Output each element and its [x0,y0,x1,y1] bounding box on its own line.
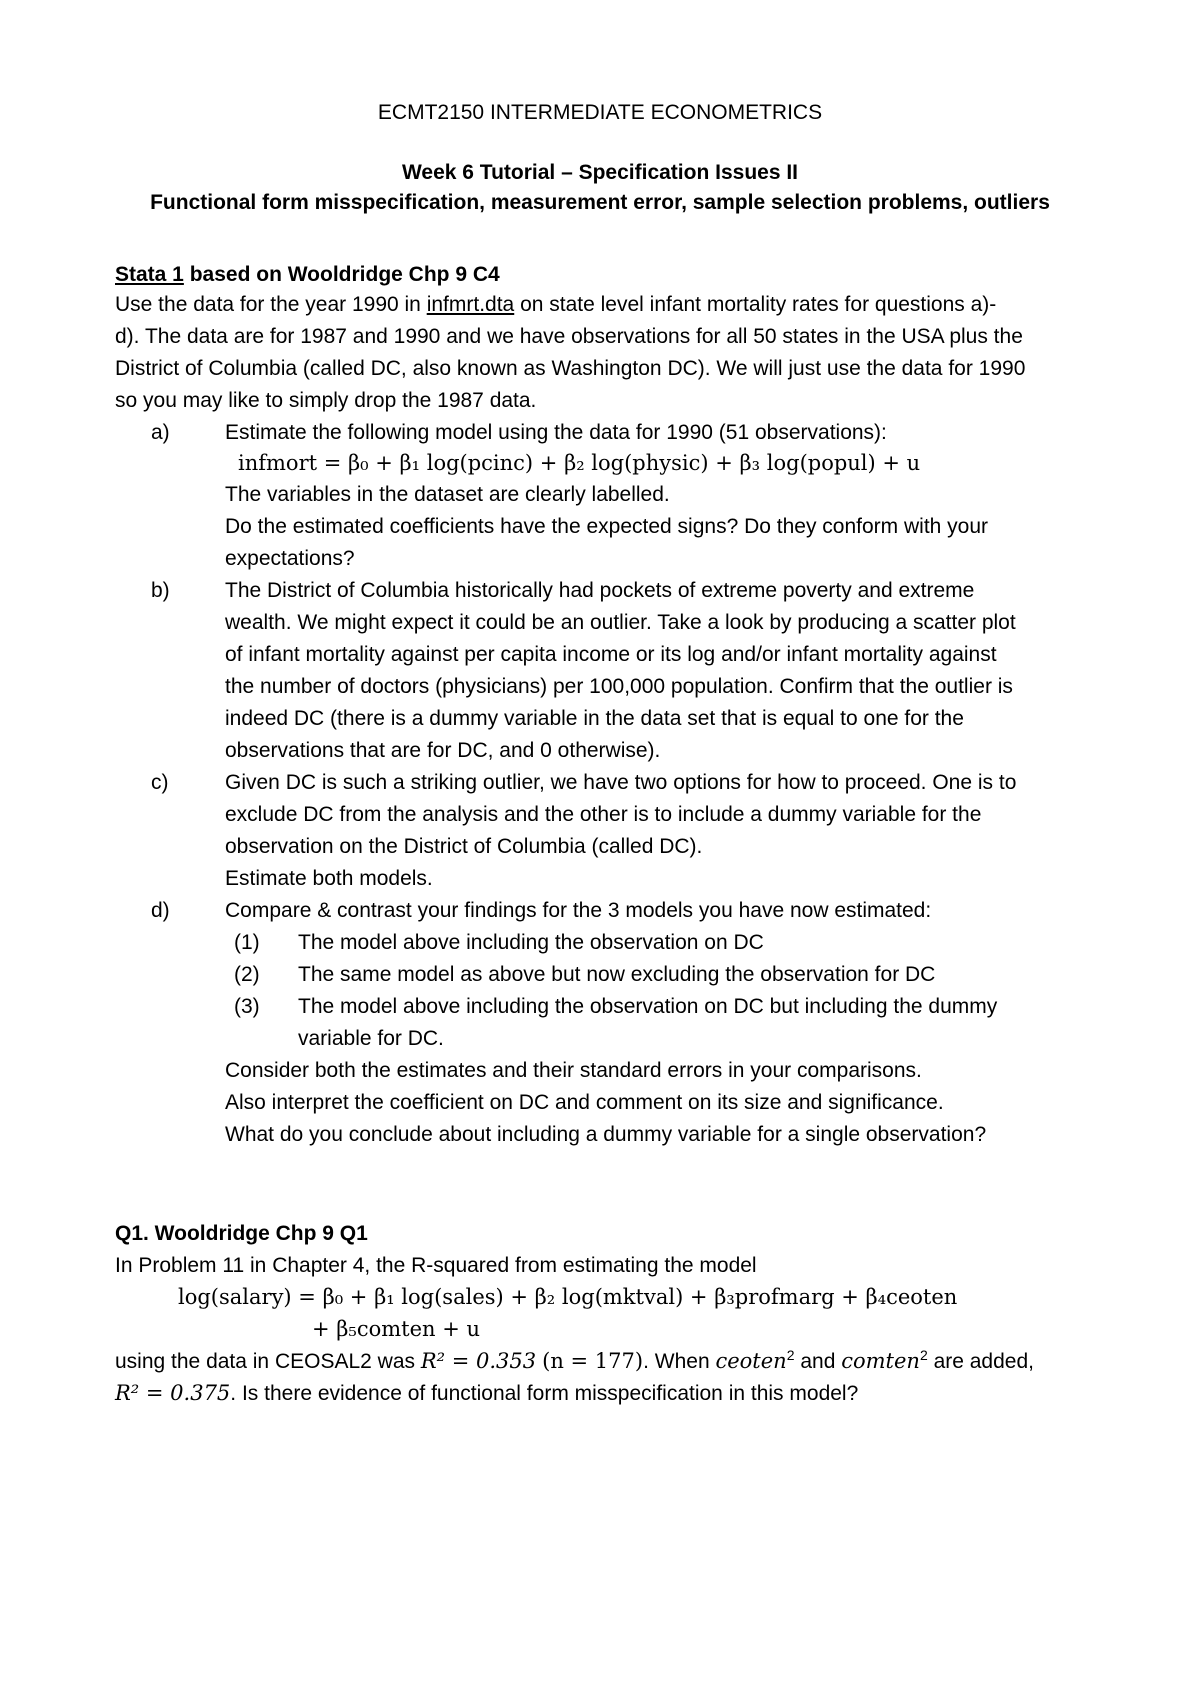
item-c-line1: Given DC is such a striking outlier, we have two options for how to proceed. One is to [225,771,1017,794]
var-ceoten: ceoten [715,1349,787,1373]
stata1-intro-line3: District of Columbia (called DC, also known as Washington DC). We will just use the data for 1990 [115,357,1026,380]
squared-superscript: 2 [786,1347,795,1363]
stata1-heading [115,260,500,290]
course-title: ECMT2150 INTERMEDIATE ECONOMETRICS [377,101,823,124]
item-b-label: b) [151,579,170,602]
item-d-text-1: The model above including the observation on DC [298,931,764,954]
item-d-outro2: Also interpret the coefficient on DC and comment on its size and significance. [225,1091,944,1114]
item-b-line2: wealth. We might expect it could be an outlier. Take a look by producing a scatter plot [225,611,1016,634]
stata1-intro-line1 [115,290,996,320]
item-d-outro3: What do you conclude about including a dummy variable for a single observation? [225,1123,987,1146]
intro-text: d). [115,325,145,348]
q1-text: . Is there evidence of functional form misspecification in this model? [230,1382,859,1405]
topics-subtitle: Functional form misspecification, measurement error, sample selection problems, outliers [150,191,1050,214]
q1-line-r2 [115,1346,1034,1377]
equation-salary-line1: log(salary) = β₀ + β₁ log(sales) + β₂ log(mktval) + β₃profmarg + β₄ceoten [178,1285,958,1309]
item-d-num-1: (1) [234,931,260,954]
item-a-line4: expectations? [225,547,355,570]
intro-text: The data are for 1987 and 1990 and we have observations for all 50 states in the USA plus the [144,325,1023,348]
item-d-text-2: The same model as above but now excluding the observation for DC [298,963,936,986]
week-title: Week 6 Tutorial – Specification Issues II [401,161,799,184]
item-b-line3: of infant mortality against per capita income or its log and/or infant mortality against [225,643,997,666]
item-b-line4: the number of doctors (physicians) per 100,000 population. Confirm that the outlier is [225,675,1013,698]
q1-line1: In Problem 11 in Chapter 4, the R-squared from estimating the model [115,1254,757,1277]
squared-superscript: 2 [919,1347,928,1363]
dataset-link[interactable]: infmrt.dta [426,293,515,316]
q1-text: and [794,1350,842,1373]
item-c-line2: exclude DC from the analysis and the other is to include a dummy variable for the [225,803,982,826]
item-d-label: d) [151,899,170,922]
stata1-intro-line4: so you may like to simply drop the 1987 data. [115,389,537,412]
item-d-num-2: (2) [234,963,260,986]
equation-infmort-text: infmort = β₀ + β₁ log(pcinc) + β₂ log(physic) + β₃ log(popul) + u [238,451,921,475]
item-a-label: a) [151,421,170,444]
r2-value: R² = 0.353 [420,1349,537,1373]
q1-text: . When [643,1350,716,1373]
q1-text: are added, [927,1350,1034,1373]
item-a-line1: Estimate the following model using the data for 1990 (51 observations): [225,421,887,444]
item-c-line3: observation on the District of Columbia (called DC). [225,835,703,858]
item-d-num-3: (3) [234,995,260,1018]
item-d-text-3-cont: variable for DC. [298,1027,444,1050]
item-d-outro1: Consider both the estimates and their standard errors in your comparisons. [225,1059,922,1082]
item-c-line4: Estimate both models. [225,867,433,890]
intro-text: on state level infant mortality rates for questions a)- [514,293,997,316]
item-a-line3: Do the estimated coefficients have the expected signs? Do they conform with your [225,515,989,538]
item-b-line1: The District of Columbia historically had pockets of extreme poverty and extreme [225,579,975,602]
intro-text: Use the data for the year 1990 in [115,293,427,316]
q1-heading: Q1. Wooldridge Chp 9 Q1 [115,1222,368,1245]
item-c-label: c) [151,771,169,794]
item-d-text-3: The model above including the observation on DC but including the dummy [298,995,998,1018]
stata1-heading-rest: based on Wooldridge Chp 9 C4 [183,263,500,286]
item-b-line6: observations that are for DC, and 0 otherwise). [225,739,661,762]
r2-value-2: R² = 0.375 [115,1381,231,1405]
item-b-line5: indeed DC (there is a dummy variable in the data set that is equal to one for the [225,707,964,730]
equation-infmort [238,448,920,478]
q1-line-r2b [115,1378,858,1409]
equation-salary-line2: + β₅comten + u [312,1317,481,1341]
n-value: (n = 177) [542,1349,644,1373]
item-a-line2: The variables in the dataset are clearly labelled. [225,483,670,506]
item-d-intro: Compare & contrast your findings for the 3 models you have now estimated: [225,899,932,922]
var-comten: comten [841,1349,920,1373]
q1-text: using the data in CEOSAL2 was [115,1350,421,1373]
stata1-intro-line2 [115,322,1023,352]
stata1-heading-underlined: Stata 1 [115,263,184,286]
